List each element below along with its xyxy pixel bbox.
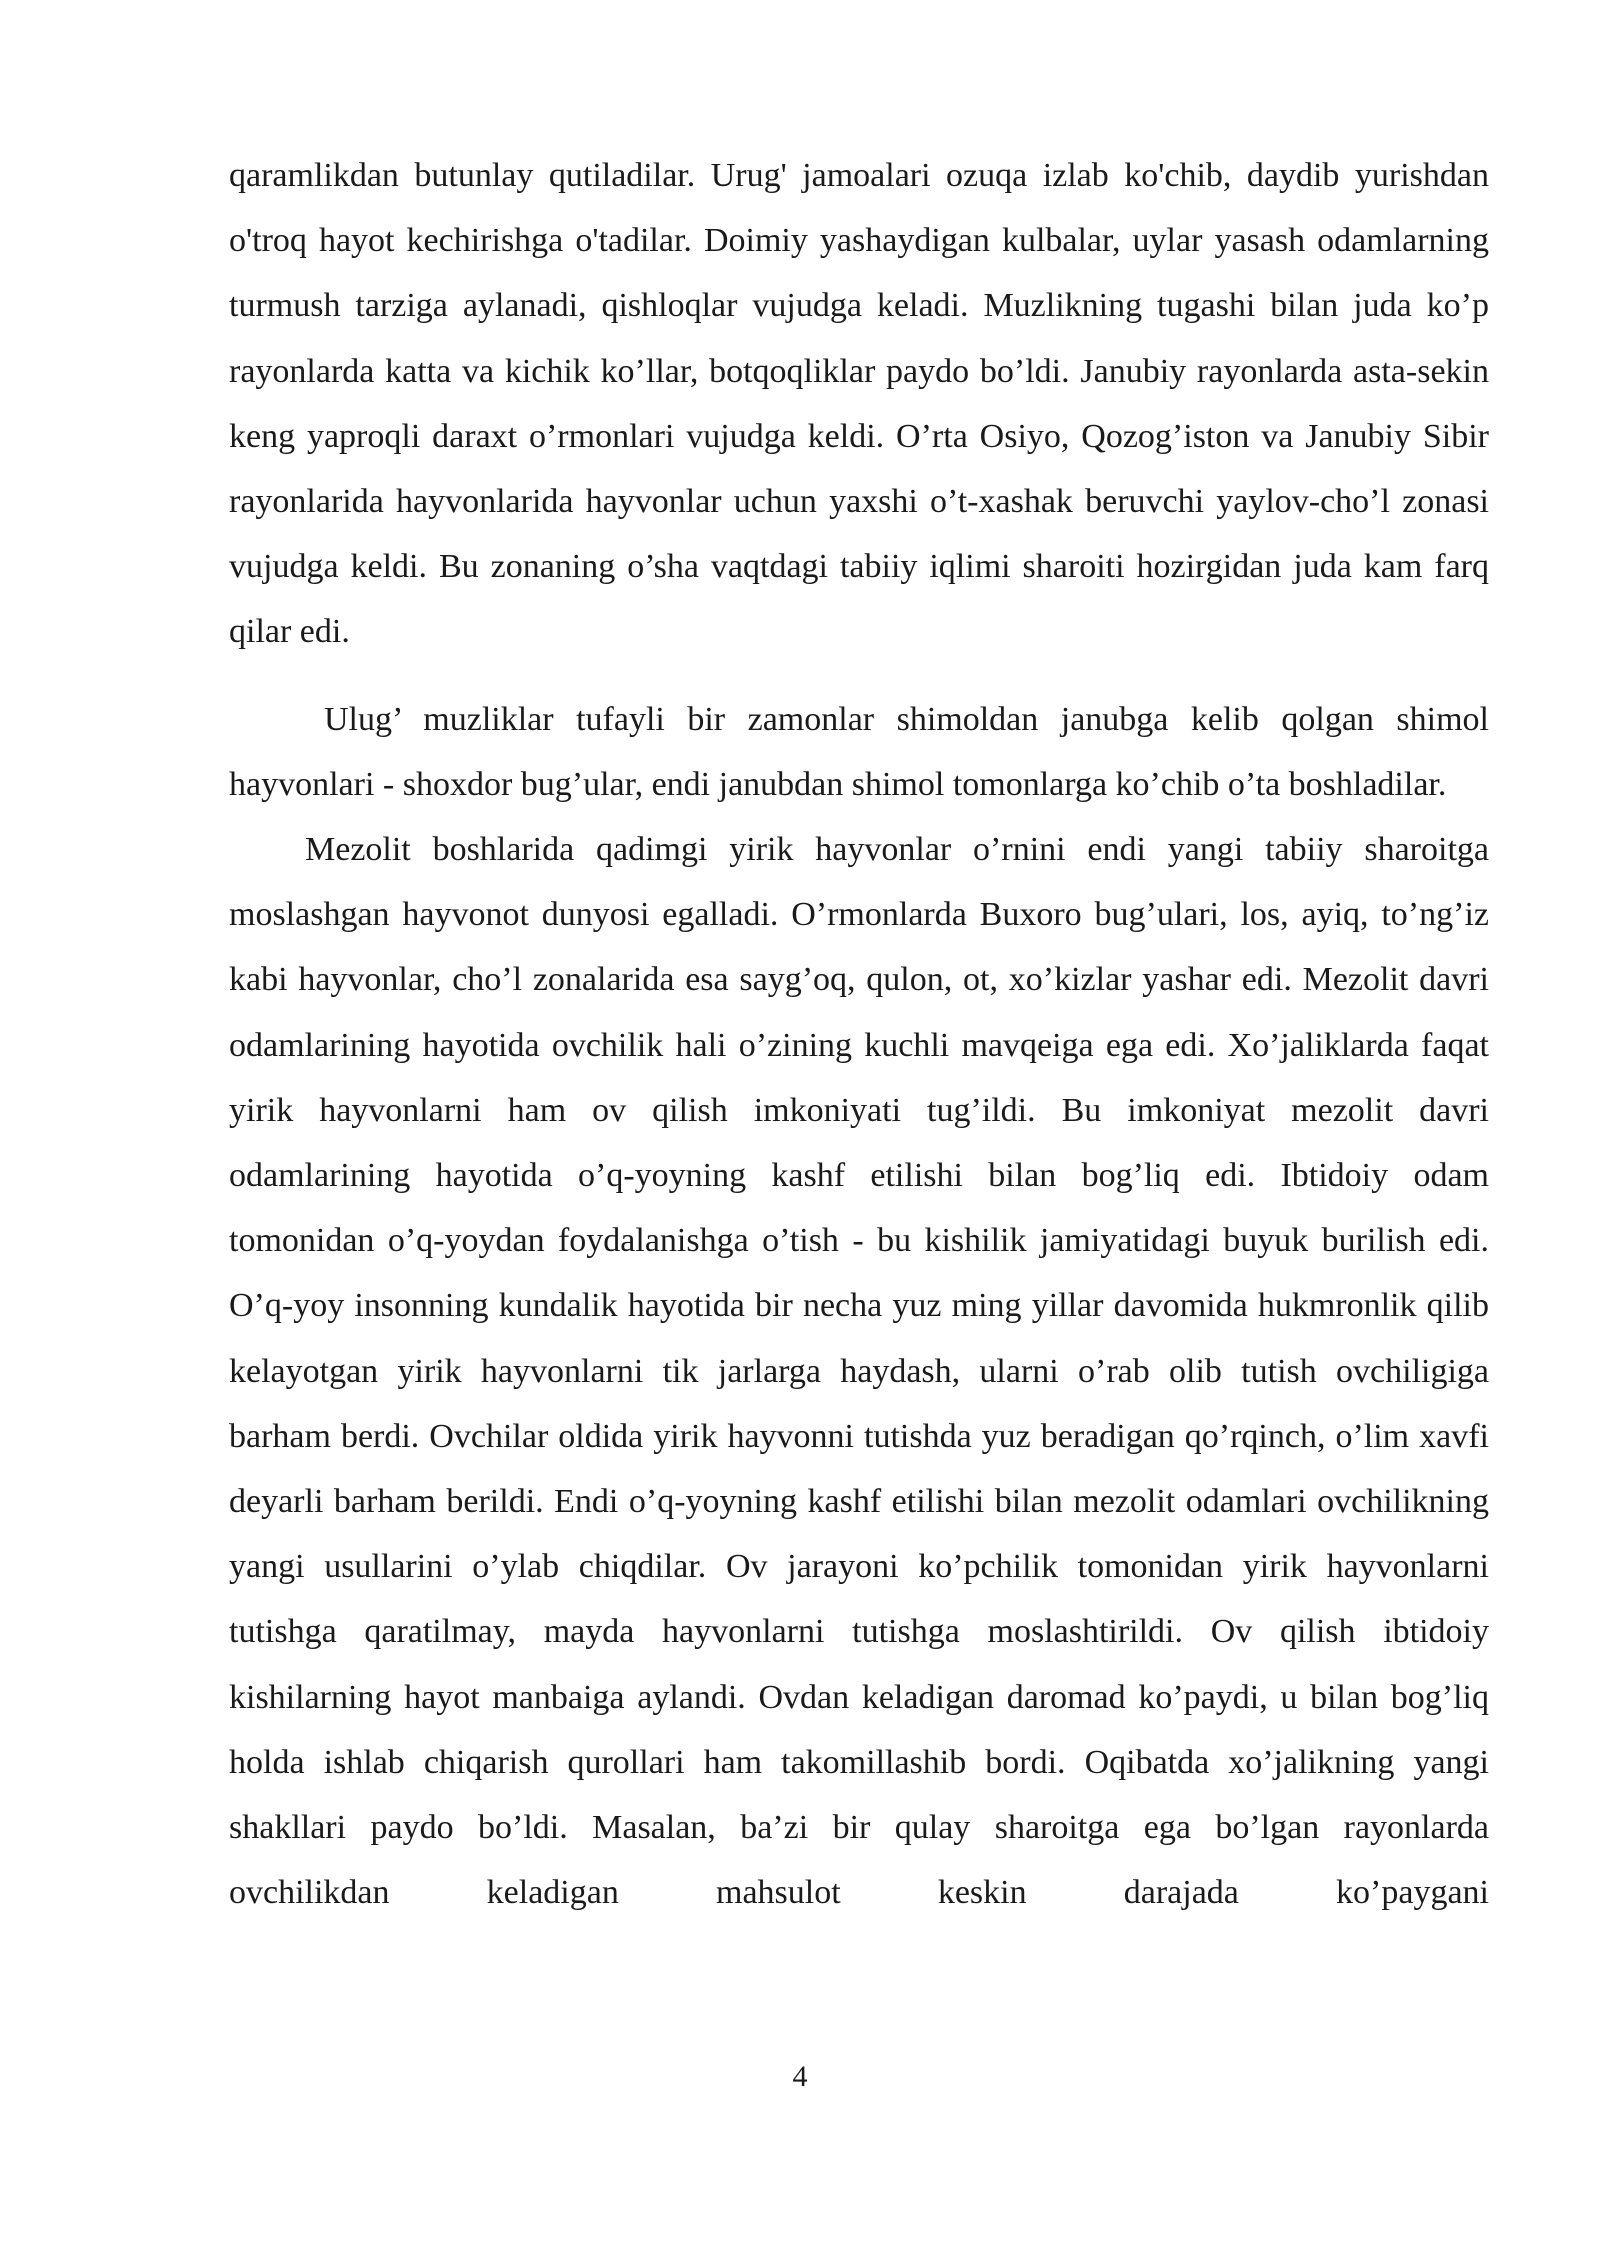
page-body-text: [229, 143, 1489, 1925]
page-number: 4: [792, 2060, 808, 2093]
paragraph-2: Ulug’ muzliklar tufayli bir zamonlar shimoldan janubga kelib qolgan shimol hayvonlari - shoxdor bug’ular, endi janubdan shimol tomonlarga ko’chib o’ta boshladilar.: [229, 700, 1489, 803]
paragraph-1: qaramlikdan butunlay qutiladilar. Urug' jamoalari ozuqa izlab ko'chib, daydib yurishdan o'troq hayot kechirishga o'tadilar. Doimiy yashaydigan kulbalar, uylar yasash odamlarning turmush tarziga aylanadi, qishloqlar vujudga keladi. Muzlikning tugashi bilan juda ko’p rayonlarda katta va kichik ko’llar, botqoqliklar paydo bo’ldi. Janubiy rayonlarda asta-sekin keng yaproqli daraxt o’rmonlari vujudga keldi. O’rta Osiyo, Qozog’iston va Janubiy Sibir rayonlarida hayvonlarida hayvonlar uchun yaxshi o’t-xashak beruvchi yaylov-cho’l zonasi vujudga keldi. Bu zonaning o’sha vaqtdagi tabiiy iqlimi sharoiti hozirgidan juda kam farq qilar edi.: [229, 157, 1489, 651]
paragraph-3: Mezolit boshlarida qadimgi yirik hayvonlar o’rnini endi yangi tabiiy sharoitga moslashgan hayvonot dunyosi egalladi. O’rmonlarda Buxoro bug’ulari, los, ayiq, to’ng’iz kabi hayvonlar, cho’l zonalarida esa sayg’oq, qulon, ot, xo’kizlar yashar edi. Mezolit davri odamlarining hayotida ovchilik hali o’zining kuchli mavqeiga ega edi. Xo’jaliklarda faqat yirik hayvonlarni ham ov qilish imkoniyati tug’ildi. Bu imkoniyat mezolit davri odamlarining hayotida o’q-yoyning kashf etilishi bilan bog’liq edi. Ibtidoiy odam tomonidan o’q-yoydan foydalanishga o’tish - bu kishilik jamiyatidagi buyuk burilish edi. O’q-yoy insonning kundalik hayotida bir necha yuz ming yillar davomida hukmronlik qilib kelayotgan yirik hayvonlarni tik jarlarga haydash, ularni o’rab olib tutish ovchiligiga barham berdi. Ovchilar oldida yirik hayvonni tutishda yuz beradigan qo’rqinch, o’lim xavfi deyarli barham berildi. Endi o’q-yoyning kashf etilishi bilan mezolit odamlari ovchilikning yangi usullarini o’ylab chiqdilar. Ov jarayoni ko’pchilik tomonidan yirik hayvonlarni tutishga qaratilmay, mayda hayvonlarni tutishga moslashtirildi. Ov qilish ibtidoiy kishilarning hayot manbaiga aylandi. Ovdan keladigan daromad ko’paydi, u bilan bog’liq holda ishlab chiqarish qurollari ham takomillashib bordi. Oqibatda xo’jalikning yangi shakllari paydo bo’ldi. Masalan, ba’zi bir qulay sharoitga ega bo’lgan rayonlarda ovchilikdan keladigan mahsulot keskin darajada ko’paygani: [229, 831, 1489, 1912]
